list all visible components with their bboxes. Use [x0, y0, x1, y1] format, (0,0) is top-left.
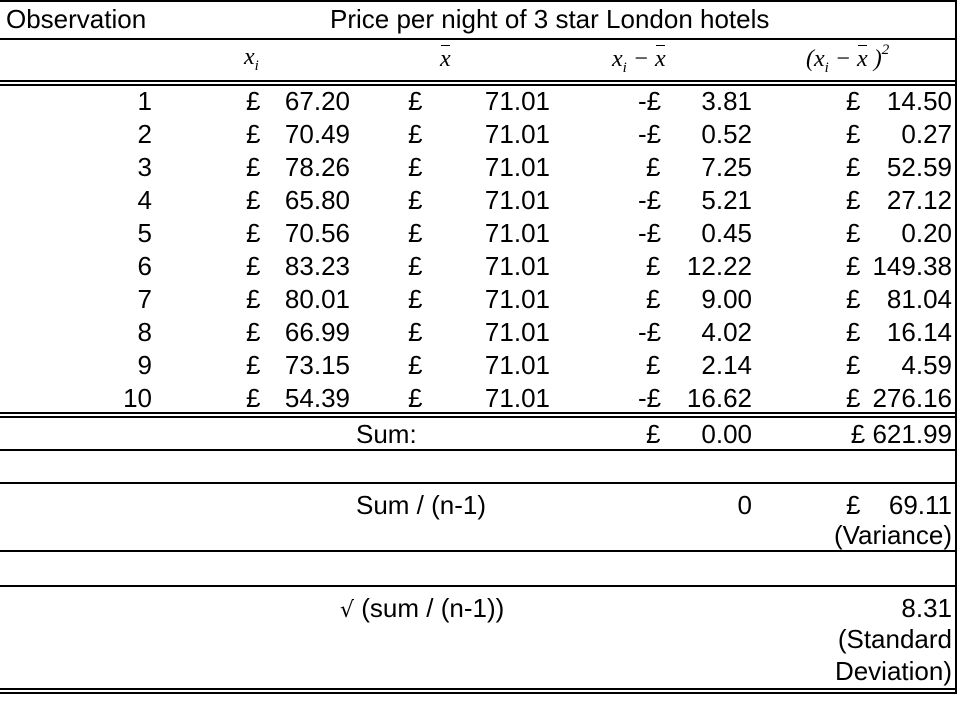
observation-number: 6 — [137, 251, 152, 281]
observation-header: Observation — [6, 4, 147, 34]
sq-subscript: i — [824, 60, 829, 76]
sd-value: 8.31 — [901, 593, 952, 623]
table-bottom-line — [0, 688, 956, 690]
header-bottom-line — [0, 80, 956, 82]
sq-mean-symbol: x — [857, 46, 868, 72]
squared-value: 0.27 — [901, 119, 952, 149]
observation-number: 8 — [137, 317, 152, 347]
sum-deviation-value: 0.00 — [701, 419, 752, 449]
deviation-currency: £ — [646, 284, 661, 314]
deviation-currency: -£ — [638, 185, 662, 215]
dev-minus: − — [626, 46, 656, 72]
squared-currency: £ — [846, 152, 861, 182]
price-value: 83.23 — [284, 251, 350, 281]
price-value: 70.56 — [284, 218, 350, 248]
mean-value: 71.01 — [484, 86, 550, 116]
deviation-column-header — [612, 44, 666, 77]
xi-symbol: x — [244, 44, 255, 70]
squared-value: 4.59 — [901, 350, 952, 380]
price-currency: £ — [246, 86, 261, 116]
observation-number: 9 — [137, 350, 152, 380]
blank-row-bottom-line — [0, 482, 956, 484]
mean-value: 71.01 — [484, 350, 550, 380]
variance-currency: £ — [846, 490, 861, 520]
squared-value: 276.16 — [872, 383, 952, 413]
mean-currency: £ — [408, 251, 423, 281]
deviation-currency: -£ — [638, 218, 662, 248]
dev-subscript: i — [622, 60, 627, 76]
mean-value: 71.01 — [484, 185, 550, 215]
squared-currency: £ — [846, 185, 861, 215]
squared-value: 27.12 — [886, 185, 952, 215]
deviation-currency: £ — [646, 152, 661, 182]
price-currency: £ — [246, 218, 261, 248]
squared-currency: £ — [846, 317, 861, 347]
variance-bottom-line — [0, 550, 956, 552]
squared-currency: £ — [846, 86, 861, 116]
price-value: 78.26 — [284, 152, 350, 182]
squared-currency: £ — [846, 350, 861, 380]
price-currency: £ — [246, 350, 261, 380]
squared-value: 149.38 — [872, 251, 952, 281]
price-value: 73.15 — [284, 350, 350, 380]
squared-currency: £ — [846, 218, 861, 248]
squared-currency: £ — [846, 251, 861, 281]
squared-value: 0.20 — [901, 218, 952, 248]
sd-note-line2: Deviation) — [834, 656, 952, 686]
mean-value: 71.01 — [484, 152, 550, 182]
table-bottom-line-2 — [0, 692, 956, 694]
observation-number: 4 — [137, 185, 152, 215]
xi-subscript: i — [254, 58, 259, 74]
sd-label-text: (sum / (n-1)) — [354, 593, 505, 623]
price-value: 70.49 — [284, 119, 350, 149]
table-top-border — [0, 0, 956, 2]
variance-label: Sum / (n-1) — [356, 490, 487, 520]
header-divider — [0, 38, 956, 40]
mean-value: 71.01 — [484, 251, 550, 281]
sq-x-symbol: x — [814, 46, 825, 72]
squared-value: 16.14 — [886, 317, 952, 347]
deviation-value: 2.14 — [701, 350, 752, 380]
deviation-value: 9.00 — [701, 284, 752, 314]
price-value: 66.99 — [284, 317, 350, 347]
observation-number: 7 — [137, 284, 152, 314]
squared-currency: £ — [846, 119, 861, 149]
dev-x-symbol: x — [612, 46, 623, 72]
observation-number: 10 — [123, 383, 152, 413]
mean-currency: £ — [408, 317, 423, 347]
observation-number: 2 — [137, 119, 152, 149]
variance-deviation-value: 0 — [737, 490, 752, 520]
variance-note: (Variance) — [833, 520, 952, 550]
deviation-currency: £ — [646, 251, 661, 281]
price-value: 80.01 — [284, 284, 350, 314]
price-value: 54.39 — [284, 383, 350, 413]
mean-value: 71.01 — [484, 119, 550, 149]
xi-column-header — [244, 42, 259, 75]
squared-currency: £ — [846, 383, 861, 413]
sum-deviation-currency: £ — [646, 419, 661, 449]
deviation-value: 5.21 — [701, 185, 752, 215]
deviation-currency: -£ — [638, 383, 662, 413]
deviation-value: 3.81 — [701, 86, 752, 116]
price-currency: £ — [246, 317, 261, 347]
mean-value: 71.01 — [484, 317, 550, 347]
price-value: 65.80 — [284, 185, 350, 215]
sq-open-paren: ( — [806, 46, 814, 72]
deviation-value: 4.02 — [701, 317, 752, 347]
mean-value: 71.01 — [484, 218, 550, 248]
mean-column-header — [440, 44, 451, 74]
price-currency: £ — [246, 119, 261, 149]
mean-currency: £ — [408, 284, 423, 314]
squared-deviation-column-header — [806, 44, 889, 77]
price-value: 67.20 — [284, 86, 350, 116]
mean-currency: £ — [408, 218, 423, 248]
sq-minus: − — [828, 46, 858, 72]
dev-mean-symbol: x — [655, 46, 666, 72]
deviation-value: 7.25 — [701, 152, 752, 182]
squared-value: 52.59 — [886, 152, 952, 182]
variance-value: 69.11 — [888, 490, 952, 520]
square-root-symbol: √ — [340, 598, 355, 623]
sd-note-line1: (Standard — [837, 624, 952, 654]
table-title: Price per night of 3 star London hotels — [330, 4, 770, 34]
deviation-value: 12.22 — [686, 251, 752, 281]
table-right-border — [955, 0, 957, 694]
deviation-currency: -£ — [638, 317, 662, 347]
sum-label: Sum: — [356, 419, 417, 449]
sum-squared-value: £ 621.99 — [850, 419, 952, 449]
observation-number: 5 — [137, 218, 152, 248]
mean-value: 71.01 — [484, 284, 550, 314]
mean-currency: £ — [408, 86, 423, 116]
mean-value: 71.01 — [484, 383, 550, 413]
mean-currency: £ — [408, 185, 423, 215]
sq-exponent: 2 — [881, 42, 890, 58]
deviation-currency: -£ — [638, 119, 662, 149]
deviation-currency: £ — [646, 350, 661, 380]
price-currency: £ — [246, 152, 261, 182]
mean-currency: £ — [408, 383, 423, 413]
price-currency: £ — [246, 251, 261, 281]
price-currency: £ — [246, 383, 261, 413]
deviation-currency: -£ — [638, 86, 662, 116]
sum-bottom-line — [0, 449, 956, 451]
deviation-value: 16.62 — [686, 383, 752, 413]
data-bottom-line-2 — [0, 416, 956, 418]
sq-close-paren: ) — [867, 46, 882, 72]
sd-label — [340, 593, 504, 626]
squared-value: 81.04 — [886, 284, 952, 314]
deviation-value: 0.45 — [701, 218, 752, 248]
observation-number: 1 — [137, 86, 152, 116]
squared-value: 14.50 — [886, 86, 952, 116]
price-currency: £ — [246, 284, 261, 314]
blank-row2-bottom-line — [0, 585, 956, 587]
mean-currency: £ — [408, 119, 423, 149]
mean-currency: £ — [408, 350, 423, 380]
squared-currency: £ — [846, 284, 861, 314]
observation-number: 3 — [137, 152, 152, 182]
mean-currency: £ — [408, 152, 423, 182]
deviation-value: 0.52 — [701, 119, 752, 149]
price-currency: £ — [246, 185, 261, 215]
mean-symbol: x — [440, 46, 451, 72]
